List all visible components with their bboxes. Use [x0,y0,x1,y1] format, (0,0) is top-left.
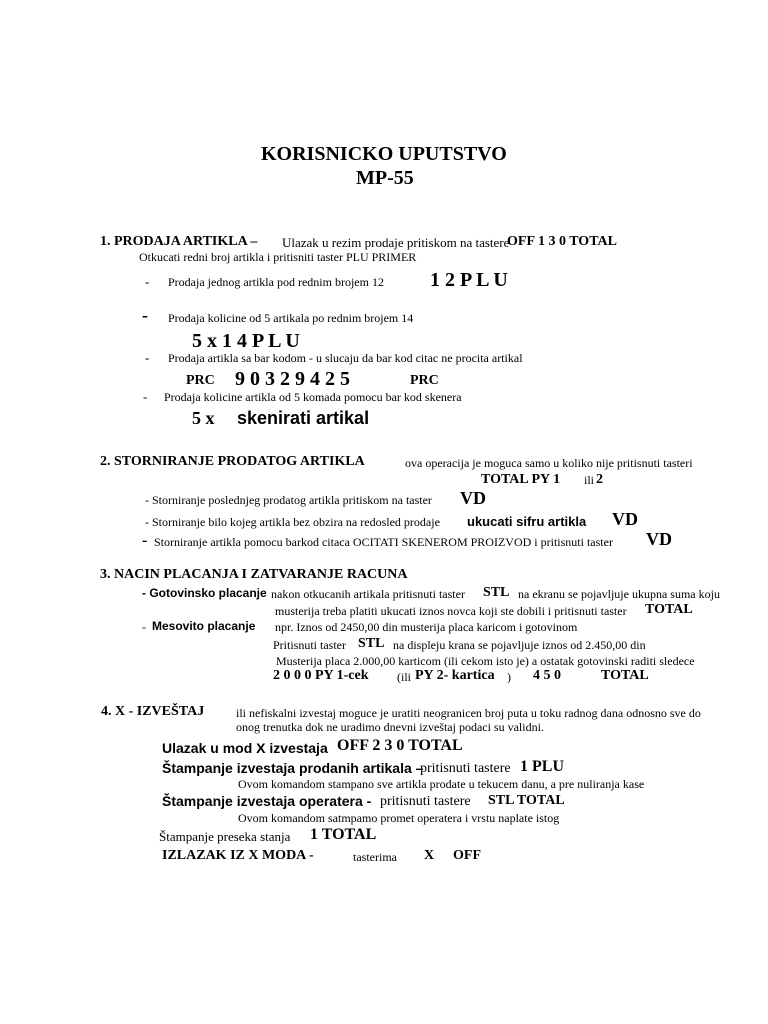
section-2-keys-or: ili [584,473,595,487]
vd-key: VD [460,488,486,508]
section-1-item-4-action: skenirati artikal [237,408,370,428]
print-items-label: Štampanje izvestaja prodanih artikala – [162,760,424,776]
section-2-keys: TOTAL PY 1 [481,472,561,487]
section-1-item-2: Prodaja kolicine od 5 artikala po rednim brojem 14 [168,311,414,325]
list-bullet: - [142,532,148,549]
section-2-keys-alt: 2 [596,472,603,487]
mixed-payment-text-3: Musterija placa 2.000,00 karticom (ili cekom isto je) a ostatak gotovinski raditi sledece [276,654,695,668]
section-1-item-2-keys: 5 x 1 4 P L U [192,330,300,352]
print-operators-label: Štampanje izvestaja operatera - [162,793,372,809]
prc-key: PRC [410,373,439,388]
print-operators-note: Ovom komandom satmpamo promet operatera i vrstu naplate istog [238,811,560,825]
mixed-payment-label: Mesovito placanje [152,619,256,633]
section-4-intro-2: onog trenutka dok ne uradimo dnevni izveštaj podaci su validni. [236,720,544,734]
section-1-keys: OFF 1 3 0 TOTAL [507,234,617,249]
list-bullet: - [145,350,150,365]
total-key: TOTAL [645,602,693,617]
print-items-note: Ovom komandom stampano sve artikla prodate u tekucem danu, a pre nuliranja kase [238,777,645,791]
section-1-item-4-keys: 5 x [192,408,215,428]
print-operators-keys: STL TOTAL [488,793,565,808]
cash-payment-text-3: musterija treba platiti ukucati iznos novca koji ste dobili i pritisnuti taster [275,604,627,618]
section-1-item-4: Prodaja kolicine artikla od 5 komada pomocu bar kod skenera [164,390,462,404]
x-mode-exit-text: tasterima [353,850,397,864]
payment-sequence-2: PY 2- kartica [415,668,495,683]
section-2-item-2: - Storniranje bilo kojeg artikla bez obzira na redosled prodaje [145,515,440,529]
payment-sequence-or: (ili [397,670,411,684]
x-mode-enter-keys: OFF 2 3 0 TOTAL [337,737,463,754]
section-1-heading: 1. PRODAJA ARTIKLA – [100,234,258,249]
section-1-intro: Ulazak u rezim prodaje pritiskom na tastere [282,235,510,250]
stl-key: STL [483,585,510,600]
payment-sequence-3: 4 5 0 [533,668,561,683]
section-2-item-2-action: ukucati sifru artikla [467,514,587,529]
payment-sequence-total: TOTAL [601,668,649,683]
payment-sequence-1: 2 0 0 0 PY 1-cek [273,668,369,683]
cash-payment-text-2: na ekranu se pojavljuje ukupna suma koju [518,587,720,601]
x-key: X [424,848,435,863]
section-2-item-3: Storniranje artikla pomocu barkod citaca OCITATI SKENEROM PROIZVOD i pritisnuti taster [154,535,613,549]
section-2-intro: ova operacija je moguca samo u koliko nije pritisnuti tasteri [405,456,693,470]
section-2-item-1: - Storniranje poslednjeg prodatog artikla pritiskom na taster [145,493,432,507]
mixed-payment-text: npr. Iznos od 2450,00 din musterija placa karicom i gotovinom [275,620,578,634]
x-mode-enter-label: Ulazak u mod X izvestaja [162,740,328,756]
stl-key: STL [358,636,385,651]
section-1-sub: Otkucati redni broj artikla i pritisniti taster PLU PRIMER [139,250,417,264]
x-mode-exit-label: IZLAZAK IZ X MODA - [162,848,314,863]
mixed-payment-text-2a: Pritisnuti taster [273,638,346,652]
section-4-heading: 4. X - IZVEŠTAJ [101,704,205,719]
cash-payment-label: - Gotovinsko placanje [142,586,267,600]
print-items-keys: 1 PLU [520,758,564,775]
list-bullet: - [145,274,150,289]
document-title: KORISNICKO UPUTSTVO [261,143,507,165]
section-1-item-1: Prodaja jednog artikla pod rednim brojem 12 [168,275,384,289]
section-1-item-3: Prodaja artikla sa bar kodom - u slucaju da bar kod citac ne procita artikal [168,351,523,365]
list-bullet: - [143,389,148,404]
section-2-heading: 2. STORNIRANJE PRODATOG ARTIKLA [100,454,365,469]
section-3-heading: 3. NACIN PLACANJA I ZATVARANJE RACUNA [100,567,408,582]
section-1-item-1-keys: 1 2 P L U [430,269,508,291]
payment-sequence-paren: ) [507,670,511,684]
cash-payment-text: nakon otkucanih artikala pritisnuti taster [271,587,465,601]
vd-key: VD [612,509,638,529]
document-model: MP-55 [356,167,414,189]
section-4-intro-1: ili nefiskalni izvestaj moguce je uratiti neogranicen broj puta u toku radnog dana odnosno sve do [236,706,701,720]
print-cut-label: Štampanje preseka stanja [159,829,291,844]
mixed-payment-text-2b: na displeju krana se pojavljuje iznos od 2.450,00 din [393,638,646,652]
barcode-digits: 9 0 3 2 9 4 2 5 [235,368,350,390]
list-bullet: - [142,620,146,634]
print-cut-keys: 1 TOTAL [310,826,377,843]
off-key: OFF [453,848,481,863]
print-operators-text: pritisnuti tastere [380,794,471,809]
print-items-text: pritisnuti tastere [420,761,511,776]
prc-key: PRC [186,373,215,388]
vd-key: VD [646,529,672,549]
list-bullet: - [142,305,148,325]
